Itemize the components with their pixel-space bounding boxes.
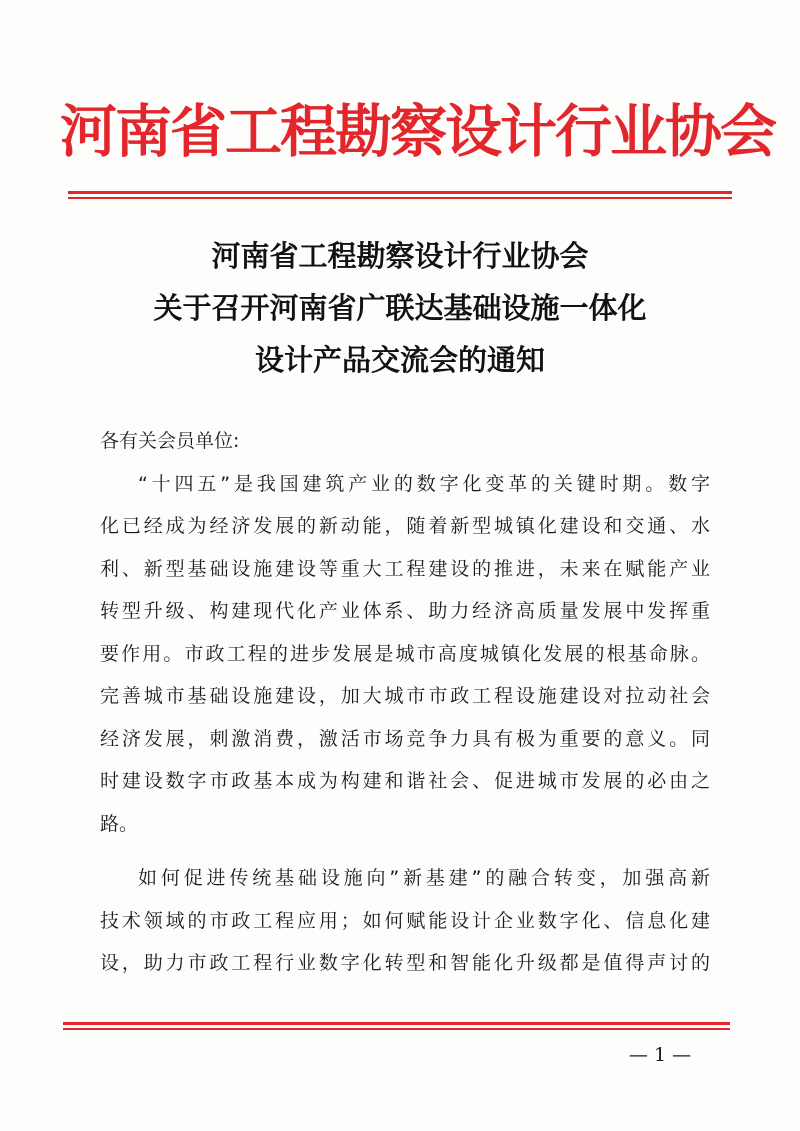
paragraph-2 — [100, 857, 710, 985]
footer-rule-thick-line — [63, 1022, 730, 1025]
paragraph-1-line: 要作用。市政工程的进步发展是城市高度城镇化发展的根基命脉。 — [100, 642, 710, 665]
page-number: — 1 — — [628, 1044, 692, 1066]
paragraph-2-line: 设，助力市政工程行业数字化转型和智能化升级都是值得声讨的 — [100, 952, 710, 974]
header-red-rule — [68, 191, 732, 199]
paragraph-2-line: 技术领域的市政工程应用；如何赋能设计企业数字化、信息化建 — [100, 909, 710, 932]
header-rule-thin-line — [68, 197, 732, 199]
organization-masthead: 河南省工程勘察设计行业协会 — [60, 98, 775, 165]
paragraph-1-line: 化已经成为经济发展的新动能，随着新型城镇化建设和交通、水 — [100, 515, 710, 537]
header-rule-thick-line — [68, 191, 732, 194]
paragraph-1-line: 路。 — [100, 812, 139, 835]
salutation: 各有关会员单位: — [100, 430, 240, 452]
paragraph-1-line: 转型升级、构建现代化产业体系、助力经济高质量发展中发挥重 — [100, 600, 710, 622]
paragraph-1-line: 利、新型基础设施建设等重大工程建设的推进，未来在赋能产业 — [100, 557, 710, 580]
title-line-1: 河南省工程勘察设计行业协会 — [211, 239, 589, 273]
title-line-2: 关于召开河南省广联达基础设施一体化 — [153, 291, 647, 325]
title-line-3: 设计产品交流会的通知 — [254, 343, 545, 377]
paragraph-1-line: “十四五”是我国建筑产业的数字化变革的关键时期。数字 — [138, 472, 710, 495]
footer-red-rule — [63, 1022, 730, 1030]
notice-body — [100, 420, 710, 985]
notice-title — [60, 230, 740, 386]
footer-rule-thin-line — [63, 1028, 730, 1030]
paragraph-1-line: 完善城市基础设施建设，加大城市市政工程设施建设对拉动社会 — [100, 685, 710, 707]
paragraph-gap — [100, 845, 710, 857]
paragraph-2-line: 如何促进传统基础设施向”新基建”的融合转变，加强高新 — [138, 867, 710, 889]
paragraph-1-line: 经济发展，刺激消费，激活市场竞争力具有极为重要的意义。同 — [100, 727, 710, 750]
paragraph-1 — [100, 463, 710, 846]
paragraph-1-line: 时建设数字市政基本成为构建和谐社会、促进城市发展的必由之 — [100, 770, 710, 792]
